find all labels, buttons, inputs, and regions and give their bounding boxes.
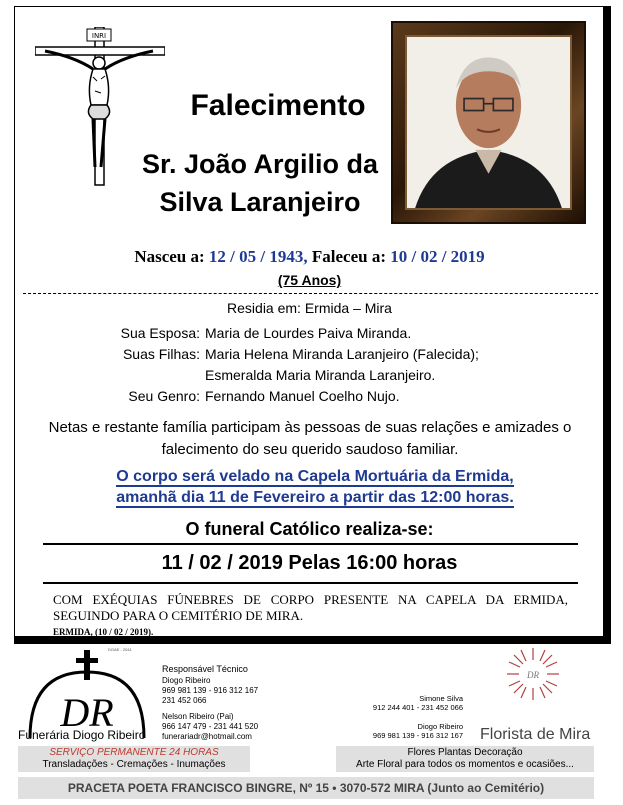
died-date: 10 / 02 / 2019 bbox=[390, 247, 485, 266]
wake-line-1: O corpo será velado na Capela Mortuária da Ermida, bbox=[116, 468, 514, 485]
tech-name: Diogo Ribeiro bbox=[162, 676, 211, 685]
diogo-name: Diogo Ribeiro bbox=[417, 722, 463, 731]
dashed-divider bbox=[23, 293, 598, 294]
exequies-text: COM EXÉQUIAS FÚNEBRES DE CORPO PRESENTE NA CAPELA DA ERMIDA, SEGUINDO PARA O CEMITÉRIO DE MIRA. bbox=[53, 592, 568, 623]
funeral-home-name: Funerária Diogo Ribeiro bbox=[18, 728, 146, 742]
florist-name: Florista de Mira bbox=[480, 726, 591, 743]
nelson-name: Nelson Ribeiro (Pai) bbox=[162, 712, 234, 721]
wake-info bbox=[55, 466, 575, 508]
family-row bbox=[15, 344, 604, 365]
service-line-2: Transladações - Cremações - Inumações bbox=[42, 759, 226, 770]
tech-phones: 969 981 139 - 916 312 167 bbox=[162, 686, 259, 695]
family-value: Maria Helena Miranda Laranjeiro (Falecida); bbox=[205, 346, 479, 362]
logo-letters: DR bbox=[60, 690, 114, 735]
portrait-photo bbox=[405, 35, 572, 210]
family-message: Netas e restante família participam às pessoas de suas relações e amizades o falecimento do seu querido saudoso familiar. bbox=[48, 419, 572, 458]
family-value: Fernando Manuel Coelho Nujo. bbox=[205, 388, 400, 404]
family-label: Seu Genro: bbox=[128, 388, 200, 404]
obituary-notice bbox=[14, 6, 611, 644]
tech-phone-2: 231 452 066 bbox=[162, 696, 207, 705]
email-link[interactable]: funerariadr@hotmail.com bbox=[162, 732, 252, 741]
portrait-frame bbox=[391, 21, 586, 224]
florist-line-2: Arte Floral para todos os momentos e ocasiões... bbox=[356, 759, 574, 770]
born-label: Nasceu a: bbox=[134, 247, 205, 266]
family-value: Esmeralda Maria Miranda Laranjeiro. bbox=[205, 367, 436, 383]
florist-band bbox=[336, 746, 594, 772]
technical-contacts bbox=[162, 664, 258, 742]
simone-phones: 912 244 401 - 231 452 066 bbox=[372, 703, 463, 712]
address-bar: PRACETA POETA FRANCISCO BINGRE, Nº 15 • 3070-572 MIRA (Junto ao Cemitério) bbox=[18, 777, 594, 799]
license-code: DGAE - 2041 bbox=[108, 647, 132, 652]
divider bbox=[43, 543, 578, 545]
family-label: Sua Esposa: bbox=[120, 325, 200, 341]
tech-heading: Responsável Técnico bbox=[162, 664, 248, 674]
age bbox=[15, 272, 604, 288]
birth-death-dates bbox=[15, 247, 604, 267]
service-line-1: SERVIÇO PERMANENTE 24 HORAS bbox=[49, 747, 219, 758]
divider bbox=[43, 582, 578, 584]
florist-logo-letters: DR bbox=[527, 670, 539, 680]
family-label: Suas Filhas: bbox=[122, 346, 200, 362]
born-date: 12 / 05 / 1943, bbox=[208, 247, 308, 266]
age-text: (75 Anos) bbox=[277, 272, 342, 288]
residence: Residia em: Ermida – Mira bbox=[227, 300, 392, 316]
wake-line-2: amanhã dia 11 de Fevereiro a partir das 12:00 horas. bbox=[116, 489, 514, 506]
family-row bbox=[15, 365, 604, 386]
florist-logo bbox=[505, 646, 561, 702]
svg-text:INRI: INRI bbox=[91, 32, 107, 40]
died-label: Faleceu a: bbox=[311, 247, 386, 266]
nelson-phones: 966 147 479 - 231 441 520 bbox=[162, 722, 259, 731]
deceased-name: Sr. João Argilio da Silva Laranjeiro bbox=[141, 149, 379, 217]
florist-contacts bbox=[360, 694, 463, 740]
family-label bbox=[15, 365, 205, 386]
funeral-datetime: 11 / 02 / 2019 Pelas 16:00 horas bbox=[161, 552, 458, 574]
service-band bbox=[18, 746, 250, 772]
diogo-phones: 969 981 139 - 916 312 167 bbox=[372, 731, 463, 740]
family-value: Maria de Lourdes Paiva Miranda. bbox=[205, 325, 412, 341]
page-title: Falecimento bbox=[190, 89, 366, 122]
place-date: ERMIDA, (10 / 02 / 2019). bbox=[53, 627, 154, 637]
family-row bbox=[15, 386, 604, 407]
family-list bbox=[15, 323, 604, 407]
florist-line-1: Flores Plantas Decoração bbox=[407, 747, 523, 758]
funeral-heading: O funeral Católico realiza-se: bbox=[185, 519, 434, 539]
simone-name: Simone Silva bbox=[419, 694, 463, 703]
family-row bbox=[15, 323, 604, 344]
